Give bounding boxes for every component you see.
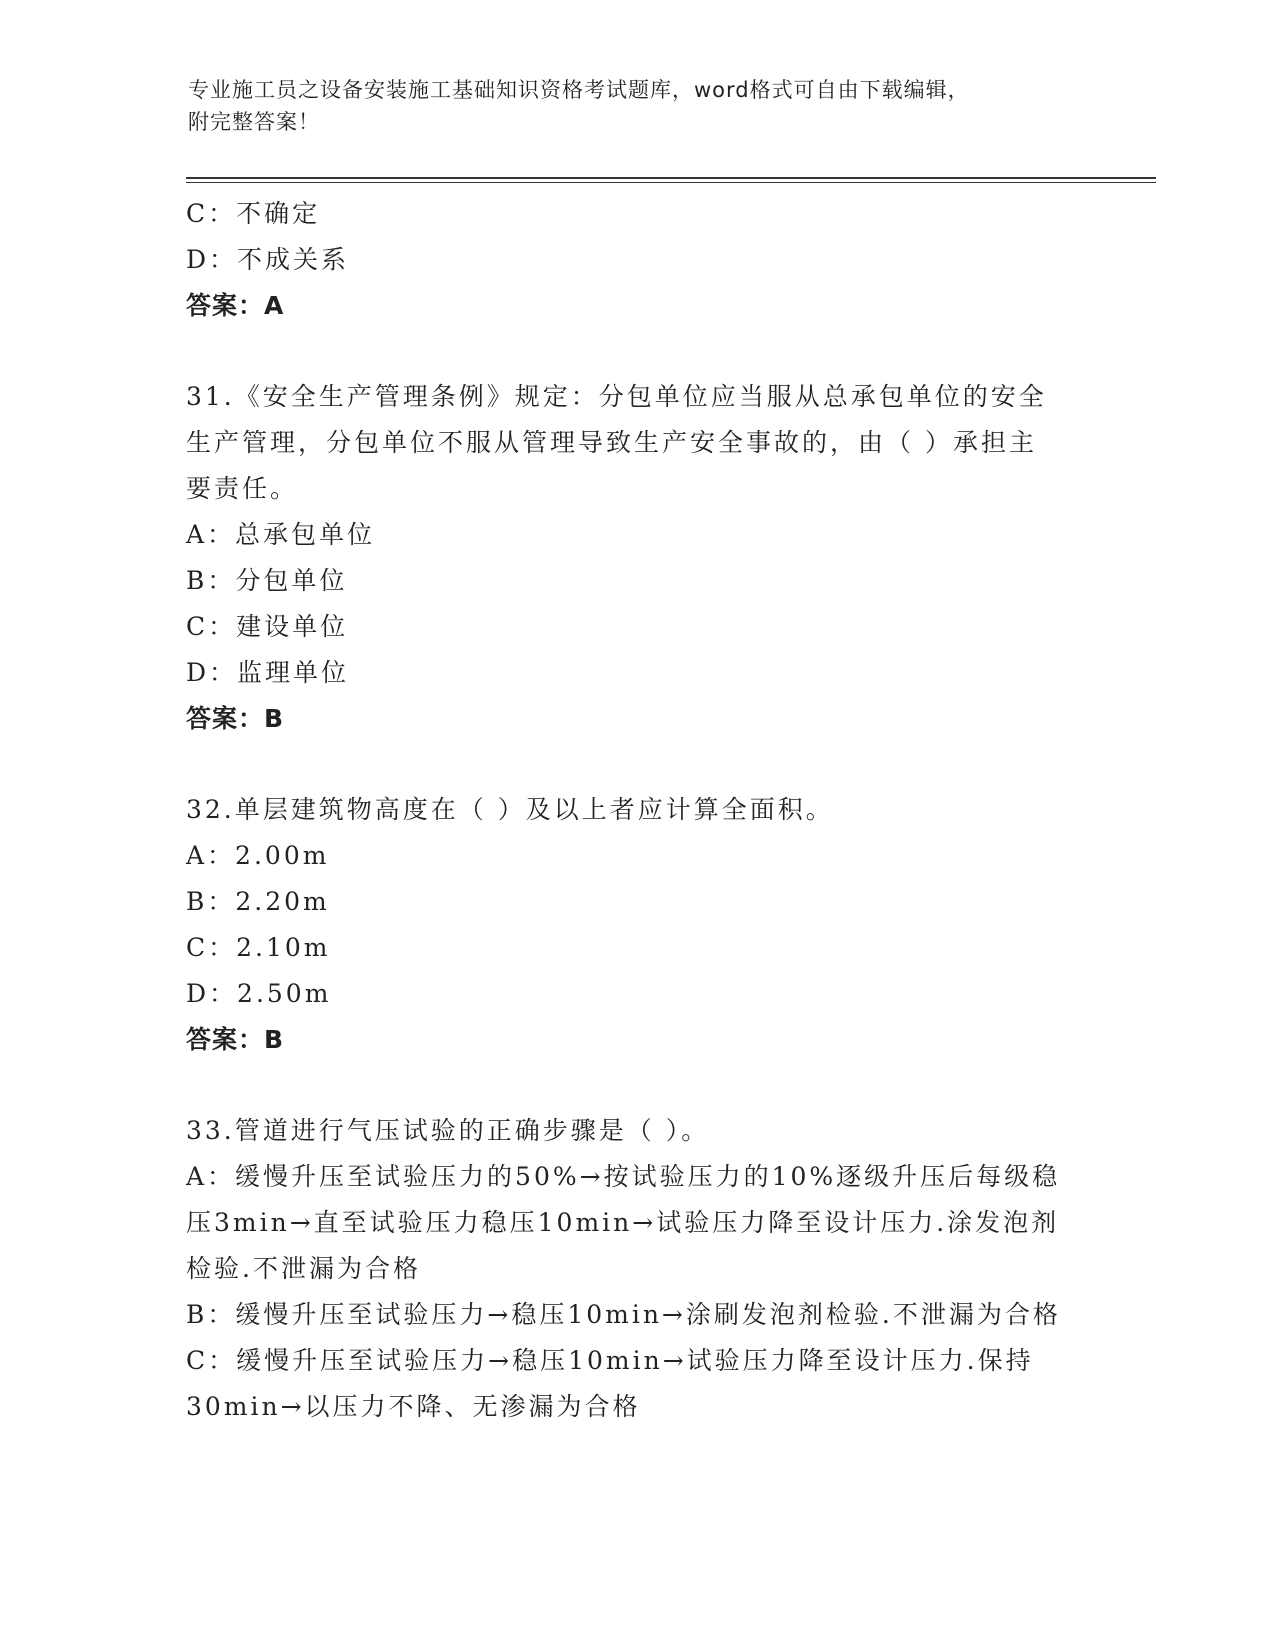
question-stem-line-1: 31.《安全生产管理条例》规定：分包单位应当服从总承包单位的安全	[186, 382, 1047, 411]
question-31	[186, 374, 1086, 742]
option-a-line-3: 检验.不泄漏为合格	[186, 1254, 421, 1283]
option-d: D：不成关系	[186, 245, 350, 274]
option-b: B：缓慢升压至试验压力→稳压10min→涂刷发泡剂检验.不泄漏为合格	[186, 1300, 1061, 1329]
question-spacer	[186, 329, 1086, 374]
answer-line: 答案：A	[186, 291, 285, 320]
option-a: A：2.00m	[186, 841, 330, 870]
question-32	[186, 787, 1086, 1063]
option-b: B：分包单位	[186, 566, 348, 595]
header-line-2: 附完整答案！	[188, 110, 320, 134]
question-stem: 33.管道进行气压试验的正确步骤是（ ）。	[186, 1116, 710, 1145]
option-a-line-2: 压3min→直至试验压力稳压10min→试验压力降至设计压力.涂发泡剂	[186, 1208, 1060, 1237]
question-stem-line-2: 生产管理，分包单位不服从管理导致生产安全事故的，由（ ）承担主	[186, 428, 1037, 457]
option-c: C：2.10m	[186, 933, 331, 962]
document-header	[188, 74, 1088, 138]
option-c-line-1: C：缓慢升压至试验压力→稳压10min→试验压力降至设计压力.保持	[186, 1346, 1034, 1375]
question-spacer	[186, 1063, 1086, 1108]
option-a: A：总承包单位	[186, 520, 376, 549]
option-a-line-1: A：缓慢升压至试验压力的50%→按试验压力的10%逐级升压后每级稳	[186, 1162, 1061, 1191]
option-d: D：2.50m	[186, 979, 332, 1008]
option-d: D：监理单位	[186, 658, 350, 687]
option-b: B：2.20m	[186, 887, 330, 916]
header-divider-thick	[186, 177, 1156, 179]
header-divider-thin	[186, 182, 1156, 183]
header-line-1: 专业施工员之设备安装施工基础知识资格考试题库，word格式可自由下载编辑，	[188, 78, 970, 102]
question-list	[186, 191, 1086, 1430]
question-stem-line-3: 要责任。	[186, 474, 299, 503]
option-c-line-2: 30min→以压力不降、无渗漏为合格	[186, 1392, 641, 1421]
option-c: C：不确定	[186, 199, 321, 228]
option-c: C：建设单位	[186, 612, 349, 641]
answer-line: 答案：B	[186, 704, 285, 733]
question-30	[186, 191, 1086, 329]
question-33	[186, 1108, 1086, 1430]
question-spacer	[186, 742, 1086, 787]
question-stem: 32.单层建筑物高度在（ ）及以上者应计算全面积。	[186, 795, 834, 824]
answer-line: 答案：B	[186, 1025, 285, 1054]
